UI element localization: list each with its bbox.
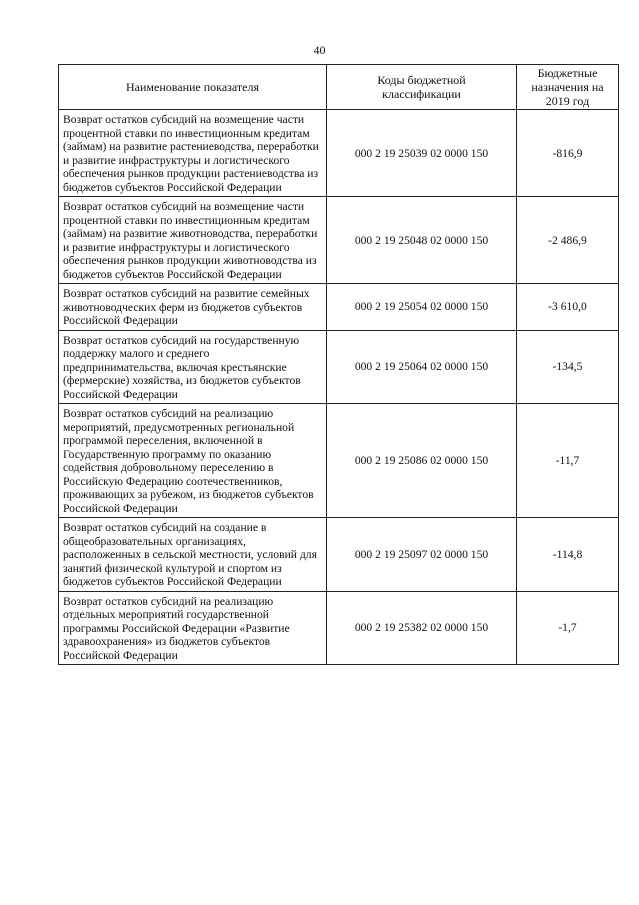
row-code: 000 2 19 25086 02 0000 150 [327,404,517,518]
table-row [59,330,619,404]
row-name: Возврат остатков субсидий на реализацию отдельных мероприятий государственной программы Российской Федерации «Развитие здравоохранения» из бюджетов субъектов Российской Федерации [59,591,327,665]
row-amount: -1,7 [517,591,619,665]
budget-table [58,64,619,665]
table-row [59,404,619,518]
table-row [59,284,619,331]
row-amount: -816,9 [517,110,619,197]
header-codes: Коды бюджетной классификации [327,65,517,110]
row-code: 000 2 19 25048 02 0000 150 [327,197,517,284]
row-code: 000 2 19 25382 02 0000 150 [327,591,517,665]
row-amount: -11,7 [517,404,619,518]
row-name: Возврат остатков субсидий на государственную поддержку малого и среднего предпринимательства, включая крестьянские (фермерские) хозяйства, из бюджетов субъектов Российской Федерации [59,330,327,404]
table-row [59,110,619,197]
row-name: Возврат остатков субсидий на возмещение части процентной ставки по инвестиционным кредитам (займам) на развитие животноводства, переработки и развитие инфраструктуры и логистического обеспечения рынков продукции животноводства из бюджетов субъектов Российской Федерации [59,197,327,284]
table-row [59,591,619,665]
row-name: Возврат остатков субсидий на развитие семейных животноводческих ферм из бюджетов субъектов Российской Федерации [59,284,327,331]
row-code: 000 2 19 25097 02 0000 150 [327,518,517,592]
row-amount: -134,5 [517,330,619,404]
row-amount: -114,8 [517,518,619,592]
header-name: Наименование показателя [59,65,327,110]
page-number: 40 [313,43,326,57]
table-header-row [59,65,619,110]
row-amount: -2 486,9 [517,197,619,284]
row-name: Возврат остатков субсидий на реализацию мероприятий, предусмотренных региональной программой переселения, включенной в Государственную программу по оказанию содействия добровольному переселению в Российскую Федерацию соотечественников, проживающих за рубежом, из бюджетов субъектов Российской Федерации [59,404,327,518]
row-amount: -3 610,0 [517,284,619,331]
row-name: Возврат остатков субсидий на возмещение части процентной ставки по инвестиционным кредитам (займам) на развитие растениеводства, переработки и развитие инфраструктуры и логистического обеспечения рынков продукции растениеводства из бюджетов субъектов Российской Федерации [59,110,327,197]
row-code: 000 2 19 25039 02 0000 150 [327,110,517,197]
row-name: Возврат остатков субсидий на создание в общеобразовательных организациях, расположенных в сельской местности, условий для занятий физической культурой и спортом из бюджетов субъектов Российской Федерации [59,518,327,592]
table-row [59,518,619,592]
header-amount: Бюджетные назначения на 2019 год [517,65,619,110]
row-code: 000 2 19 25064 02 0000 150 [327,330,517,404]
table-row [59,197,619,284]
row-code: 000 2 19 25054 02 0000 150 [327,284,517,331]
